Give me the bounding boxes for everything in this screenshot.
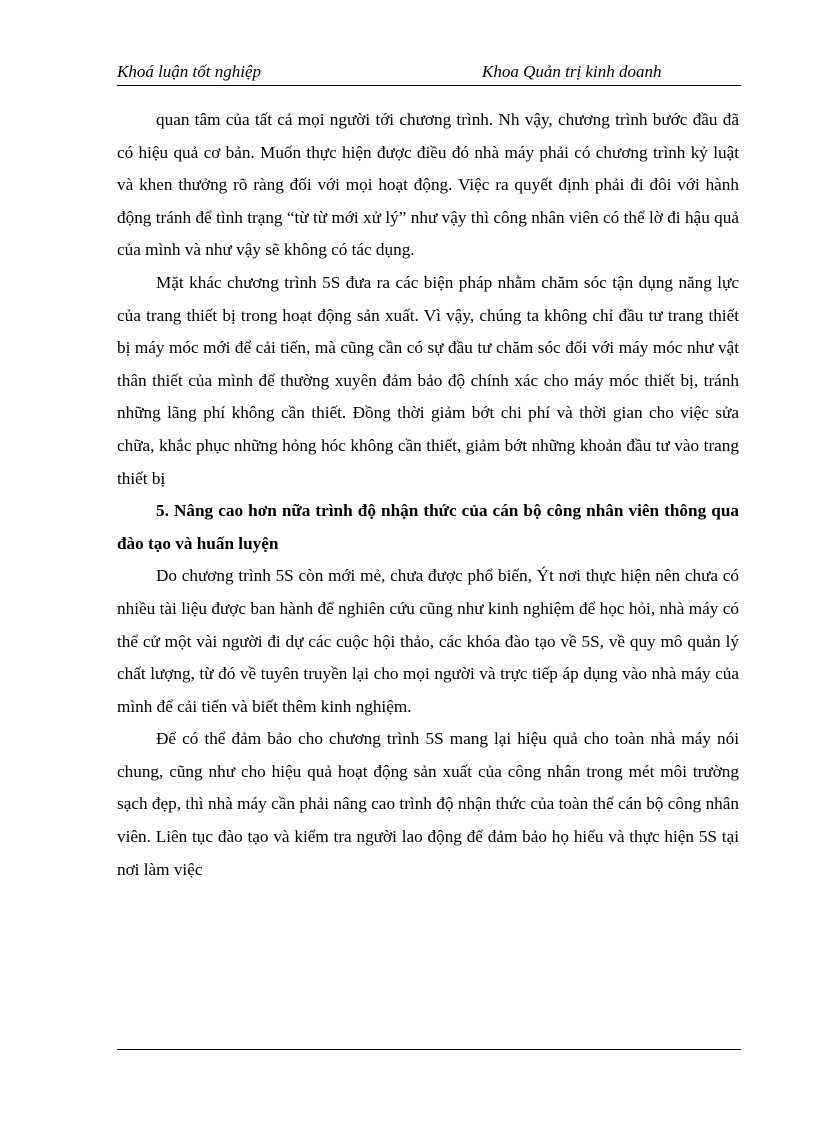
paragraph: quan tâm của tất cả mọi người tới chương trình. Nh vậy, chương trình bước đầu đã có hiệu quả cơ bản. Muốn thực hiện được điều đó nhà máy phải có chương trình kỷ luật và khen thưởng rõ ràng đối với mọi hoạt động. Việc ra quyết định phải đi đôi với hành động tránh để tình trạng “từ từ mới xử lý” như vậy thì công nhân viên có thể lờ đi hậu quả của mình và như vậy sẽ không có tác dụng. bbox=[117, 110, 739, 260]
document-body bbox=[117, 104, 739, 886]
paragraph: Để có thể đảm bảo cho chương trình 5S mang lại hiệu quả cho toàn nhà máy nói chung, cũng như cho hiệu quả hoạt động sản xuất của công nhân trong mét môi trường sạch đẹp, thì nhà máy cần phải nâng cao trình độ nhận thức của toàn thể cán bộ công nhân viên. Liên tục đào tạo và kiểm tra người lao động để đảm bảo họ hiểu và thực hiện 5S tại nơi làm việc bbox=[117, 729, 739, 879]
header-faculty-label: Khoa Quản trị kinh doanh bbox=[482, 62, 662, 81]
page-header bbox=[117, 58, 741, 86]
paragraph: Mặt khác chương trình 5S đưa ra các biện pháp nhằm chăm sóc tận dụng năng lực của trang thiết bị trong hoạt động sản xuất. Vì vậy, chúng ta không chỉ đầu tư trang thiết bị máy móc mới để cải tiến, mà cũng cần có sự đầu tư chăm sóc đối với máy móc như vật thân thiết của mình để thường xuyên đảm bảo độ chính xác cho máy móc thiết bị, tránh những lãng phí không cần thiết. Đồng thời giảm bớt chi phí và thời gian cho việc sửa chữa, khắc phục những hỏng hóc không cần thiết, giảm bớt những khoản đầu tư vào trang thiết bị bbox=[117, 272, 739, 488]
section-heading: 5. Nâng cao hơn nữa trình độ nhận thức của cán bộ công nhân viên thông qua đào tạo và huấn luyện bbox=[117, 501, 739, 553]
header-thesis-label: Khoá luận tốt nghiệp bbox=[117, 62, 262, 81]
footer-divider bbox=[117, 1049, 741, 1050]
paragraph: Do chương trình 5S còn mới mẻ, chưa được phổ biến, Ýt nơi thực hiện nên chưa có nhiều tài liệu được ban hành để nghiên cứu cũng như kinh nghiệm để học hỏi, nhà máy có thể cử một vài người đi dự các cuộc hội thảo, các khóa đào tạo về 5S, về quy mô quản lý chất lượng, từ đó về tuyên truyền lại cho mọi người và trực tiếp áp dụng vào nhà máy của mình để cải tiến và biết thêm kinh nghiệm. bbox=[117, 566, 739, 716]
